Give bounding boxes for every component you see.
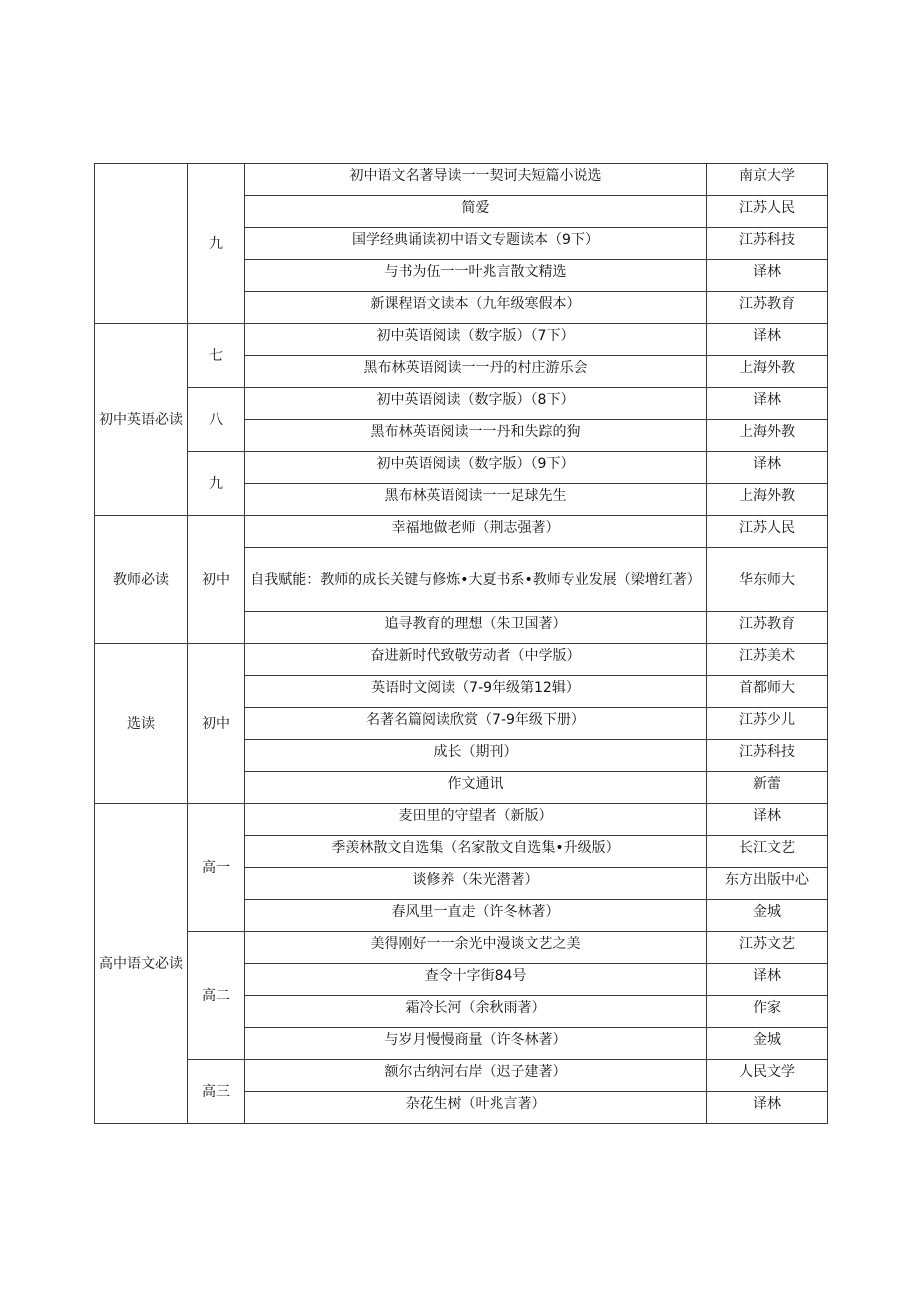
grade-cell: 高一 [188, 804, 245, 932]
book-title-cell: 与书为伍一一叶兆言散文精选 [245, 260, 707, 292]
publisher-cell: 江苏美术 [707, 644, 828, 676]
table-row [95, 452, 828, 484]
grade-cell: 高二 [188, 932, 245, 1060]
table-row [95, 804, 828, 836]
book-title-cell: 杂花生树（叶兆言著） [245, 1092, 707, 1124]
publisher-cell: 江苏少儿 [707, 708, 828, 740]
book-title-cell: 谈修养（朱光潜著） [245, 868, 707, 900]
book-title-cell: 新课程语文读本（九年级寒假本） [245, 292, 707, 324]
publisher-cell: 江苏科技 [707, 740, 828, 772]
publisher-cell: 江苏文艺 [707, 932, 828, 964]
reading-list-table [94, 163, 828, 1124]
publisher-cell: 南京大学 [707, 164, 828, 196]
table-row [95, 516, 828, 548]
grade-cell: 初中 [188, 644, 245, 804]
publisher-cell: 江苏教育 [707, 292, 828, 324]
table-row [95, 932, 828, 964]
book-title-cell: 麦田里的守望者（新版） [245, 804, 707, 836]
book-title-cell: 名著名篇阅读欣赏（7-9年级下册） [245, 708, 707, 740]
publisher-cell: 江苏科技 [707, 228, 828, 260]
book-title-cell: 查令十字街84号 [245, 964, 707, 996]
book-title-cell: 美得刚好一一余光中漫谈文艺之美 [245, 932, 707, 964]
book-title-cell: 初中英语阅读（数字版）（7下） [245, 324, 707, 356]
category-cell: 高中语文必读 [95, 804, 188, 1124]
table-row [95, 644, 828, 676]
publisher-cell: 江苏人民 [707, 196, 828, 228]
book-title-cell: 英语时文阅读（7-9年级第12辑） [245, 676, 707, 708]
table-row [95, 1060, 828, 1092]
book-title-cell: 初中语文名著导读一一契诃夫短篇小说选 [245, 164, 707, 196]
publisher-cell: 上海外教 [707, 484, 828, 516]
book-title-cell: 春风里一直走（许冬林著） [245, 900, 707, 932]
publisher-cell: 译林 [707, 804, 828, 836]
publisher-cell: 首都师大 [707, 676, 828, 708]
book-title-cell: 自我赋能：教师的成长关键与修炼•大夏书系•教师专业发展（梁增红著） [245, 548, 707, 612]
category-cell [95, 164, 188, 324]
book-title-cell: 黑布林英语阅读一一丹和失踪的狗 [245, 420, 707, 452]
grade-cell: 八 [188, 388, 245, 452]
publisher-cell: 华东师大 [707, 548, 828, 612]
book-title-cell: 奋进新时代致敬劳动者（中学版） [245, 644, 707, 676]
book-title-cell: 简爱 [245, 196, 707, 228]
publisher-cell: 金城 [707, 900, 828, 932]
book-title-cell: 霜冷长河（余秋雨著） [245, 996, 707, 1028]
publisher-cell: 人民文学 [707, 1060, 828, 1092]
table-row [95, 324, 828, 356]
publisher-cell: 译林 [707, 324, 828, 356]
book-title-cell: 黑布林英语阅读一一丹的村庄游乐会 [245, 356, 707, 388]
book-title-cell: 成长（期刊） [245, 740, 707, 772]
publisher-cell: 长江文艺 [707, 836, 828, 868]
category-cell: 选读 [95, 644, 188, 804]
book-title-cell: 幸福地做老师（荆志强著） [245, 516, 707, 548]
publisher-cell: 东方出版中心 [707, 868, 828, 900]
publisher-cell: 译林 [707, 452, 828, 484]
publisher-cell: 译林 [707, 964, 828, 996]
book-title-cell: 追寻教育的理想（朱卫国著） [245, 612, 707, 644]
category-cell: 初中英语必读 [95, 324, 188, 516]
publisher-cell: 金城 [707, 1028, 828, 1060]
book-title-cell: 与岁月慢慢商量（许冬林著） [245, 1028, 707, 1060]
reading-list-body [95, 164, 828, 1124]
publisher-cell: 江苏教育 [707, 612, 828, 644]
grade-cell: 七 [188, 324, 245, 388]
table-row [95, 164, 828, 196]
grade-cell: 初中 [188, 516, 245, 644]
book-title-cell: 额尔古纳河右岸（迟子建著） [245, 1060, 707, 1092]
book-title-cell: 季羡林散文自选集（名家散文自选集•升级版） [245, 836, 707, 868]
publisher-cell: 译林 [707, 388, 828, 420]
publisher-cell: 译林 [707, 260, 828, 292]
book-title-cell: 初中英语阅读（数字版）（9下） [245, 452, 707, 484]
book-title-cell: 作文通讯 [245, 772, 707, 804]
publisher-cell: 江苏人民 [707, 516, 828, 548]
publisher-cell: 上海外教 [707, 420, 828, 452]
publisher-cell: 上海外教 [707, 356, 828, 388]
table-row [95, 388, 828, 420]
publisher-cell: 译林 [707, 1092, 828, 1124]
publisher-cell: 新蕾 [707, 772, 828, 804]
category-cell: 教师必读 [95, 516, 188, 644]
grade-cell: 高三 [188, 1060, 245, 1124]
grade-cell: 九 [188, 164, 245, 324]
book-title-cell: 初中英语阅读（数字版）（8下） [245, 388, 707, 420]
publisher-cell: 作家 [707, 996, 828, 1028]
grade-cell: 九 [188, 452, 245, 516]
book-title-cell: 国学经典诵读初中语文专题读本（9下） [245, 228, 707, 260]
book-title-cell: 黑布林英语阅读一一足球先生 [245, 484, 707, 516]
